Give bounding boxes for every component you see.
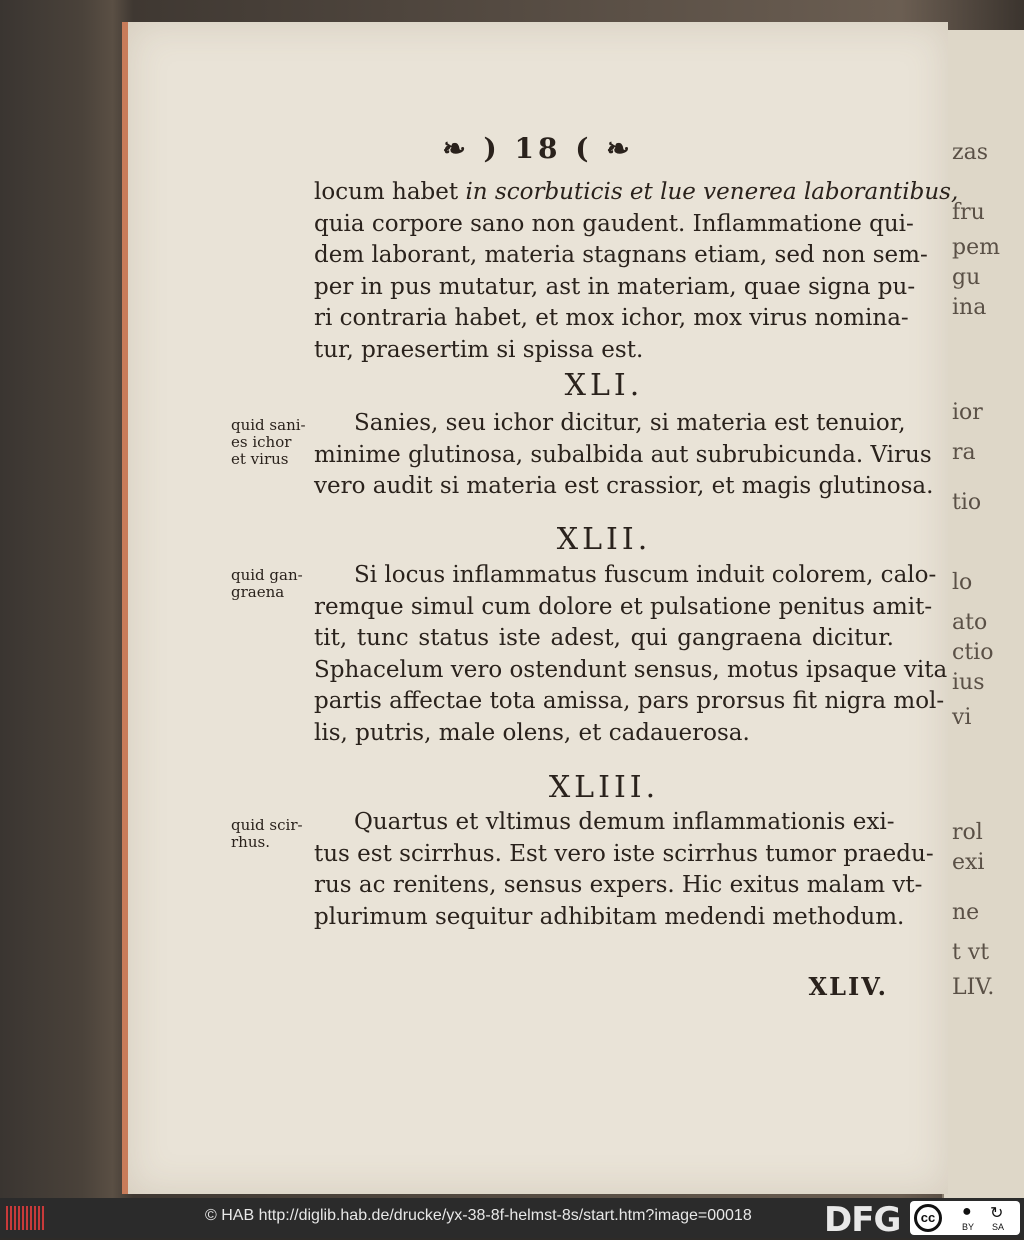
text-line: dem laborant, materia stagnans etiam, sed non sem-: [314, 242, 928, 268]
text-line: lis, putris, male olens, et cadauerosa.: [314, 719, 750, 746]
section-title-xli: XLI.: [564, 368, 644, 403]
text-line: Sanies, seu ichor dicitur, si materia est tenuior,: [354, 410, 906, 436]
copyright-link[interactable]: © HAB http://diglib.hab.de/drucke/yx-38-8f-helmst-8s/start.htm?image=00018: [205, 1207, 752, 1224]
footer-bar: [0, 1198, 1024, 1238]
text-line: tit, tunc status iste adest, qui gangraena dicitur.: [314, 625, 894, 651]
facing-page-fragment: fru: [952, 200, 985, 225]
facing-page-fragment: lo: [952, 570, 973, 595]
facing-page-fragment: LIV.: [952, 975, 995, 1000]
text-line: locum habet in scorbuticis et lue venerea laborantibus,: [314, 179, 959, 205]
facing-page-fragment: zas: [952, 140, 988, 165]
facing-page-fragment: t vt: [952, 940, 990, 965]
section-title-xliii: XLIII.: [548, 770, 660, 805]
facing-page-edge: [942, 30, 1024, 1198]
facing-page-fragment: vi: [952, 705, 972, 730]
book-page: [122, 22, 959, 1194]
facing-page-fragment: ius: [952, 670, 985, 695]
sa-label: SA: [992, 1222, 1005, 1232]
page-header: ❧ ) 18 ( ❧: [442, 132, 634, 165]
facing-page-fragment: ra: [952, 440, 976, 465]
dfg-logo: DFG: [824, 1200, 901, 1240]
facing-page-fragment: pem: [952, 235, 1000, 260]
text-line: Quartus et vltimus demum inflammationis exi-: [354, 809, 895, 835]
facing-page-fragment: ne: [952, 900, 980, 925]
text-line: vero audit si materia est crassior, et magis glutinosa.: [314, 473, 934, 499]
text-line: ri contraria habet, et mox ichor, mox virus nomina-: [314, 305, 909, 331]
paragraph-xlii: [314, 560, 948, 749]
text-line: minime glutinosa, subalbida aut subrubicunda. Virus: [314, 441, 932, 468]
marginal-line: graena: [231, 583, 285, 601]
marginal-note-xliii: [231, 817, 321, 851]
text-line: partis affectae tota amissa, pars prorsus fit nigra mol-: [314, 688, 945, 714]
marginal-note-xlii: [231, 567, 321, 601]
hab-logo-icon: [6, 1206, 46, 1230]
facing-page-fragment: ctio: [952, 640, 994, 665]
marginal-note-xli: [231, 417, 321, 468]
facing-page-fragment: ior: [952, 400, 983, 425]
facing-page-fragment: rol: [952, 820, 983, 845]
facing-page-fragment: ato: [952, 610, 988, 635]
by-icon: ●: [962, 1203, 972, 1220]
catchword: XLIV.: [808, 972, 888, 1001]
paragraph-1: [314, 177, 959, 366]
text-line: remque simul cum dolore et pulsatione penitus amit-: [314, 593, 933, 620]
text-line: per in pus mutatur, ast in materiam, quae signa pu-: [314, 273, 916, 300]
text-line: tur, praesertim si spissa est.: [314, 336, 644, 363]
text-line: tus est scirrhus. Est vero iste scirrhus tumor praedu-: [314, 840, 934, 867]
marginal-line: quid sani-: [231, 416, 306, 434]
cc-license-badge[interactable]: [910, 1201, 1020, 1235]
facing-page-fragment: exi: [952, 850, 985, 875]
marginal-line: quid scir-: [231, 816, 303, 834]
text-line: Si locus inflammatus fuscum induit colorem, calo-: [354, 562, 937, 588]
by-label: BY: [962, 1222, 975, 1232]
text-line: quia corpore sano non gaudent. Inflammatione qui-: [314, 210, 914, 237]
facing-page-fragment: tio: [952, 490, 982, 515]
sa-icon: ↻: [990, 1205, 1004, 1222]
text-line: plurimum sequitur adhibitam medendi methodum.: [314, 903, 905, 930]
text-line: Sphacelum vero ostendunt sensus, motus ipsaque vita: [314, 656, 948, 683]
marginal-line: quid gan-: [231, 566, 303, 584]
text-line: rus ac renitens, sensus expers. Hic exitus malam vt-: [314, 872, 923, 898]
paragraph-xliii: [314, 807, 934, 933]
cc-icon: cc: [914, 1204, 942, 1232]
section-title-xlii: XLII.: [556, 522, 652, 557]
paragraph-xli: [314, 408, 934, 503]
marginal-line: rhus.: [231, 833, 270, 851]
marginal-line: et virus: [231, 450, 289, 468]
facing-page-fragment: ina: [952, 295, 987, 320]
facing-page-fragment: gu: [952, 265, 981, 290]
marginal-line: es ichor: [231, 433, 292, 451]
